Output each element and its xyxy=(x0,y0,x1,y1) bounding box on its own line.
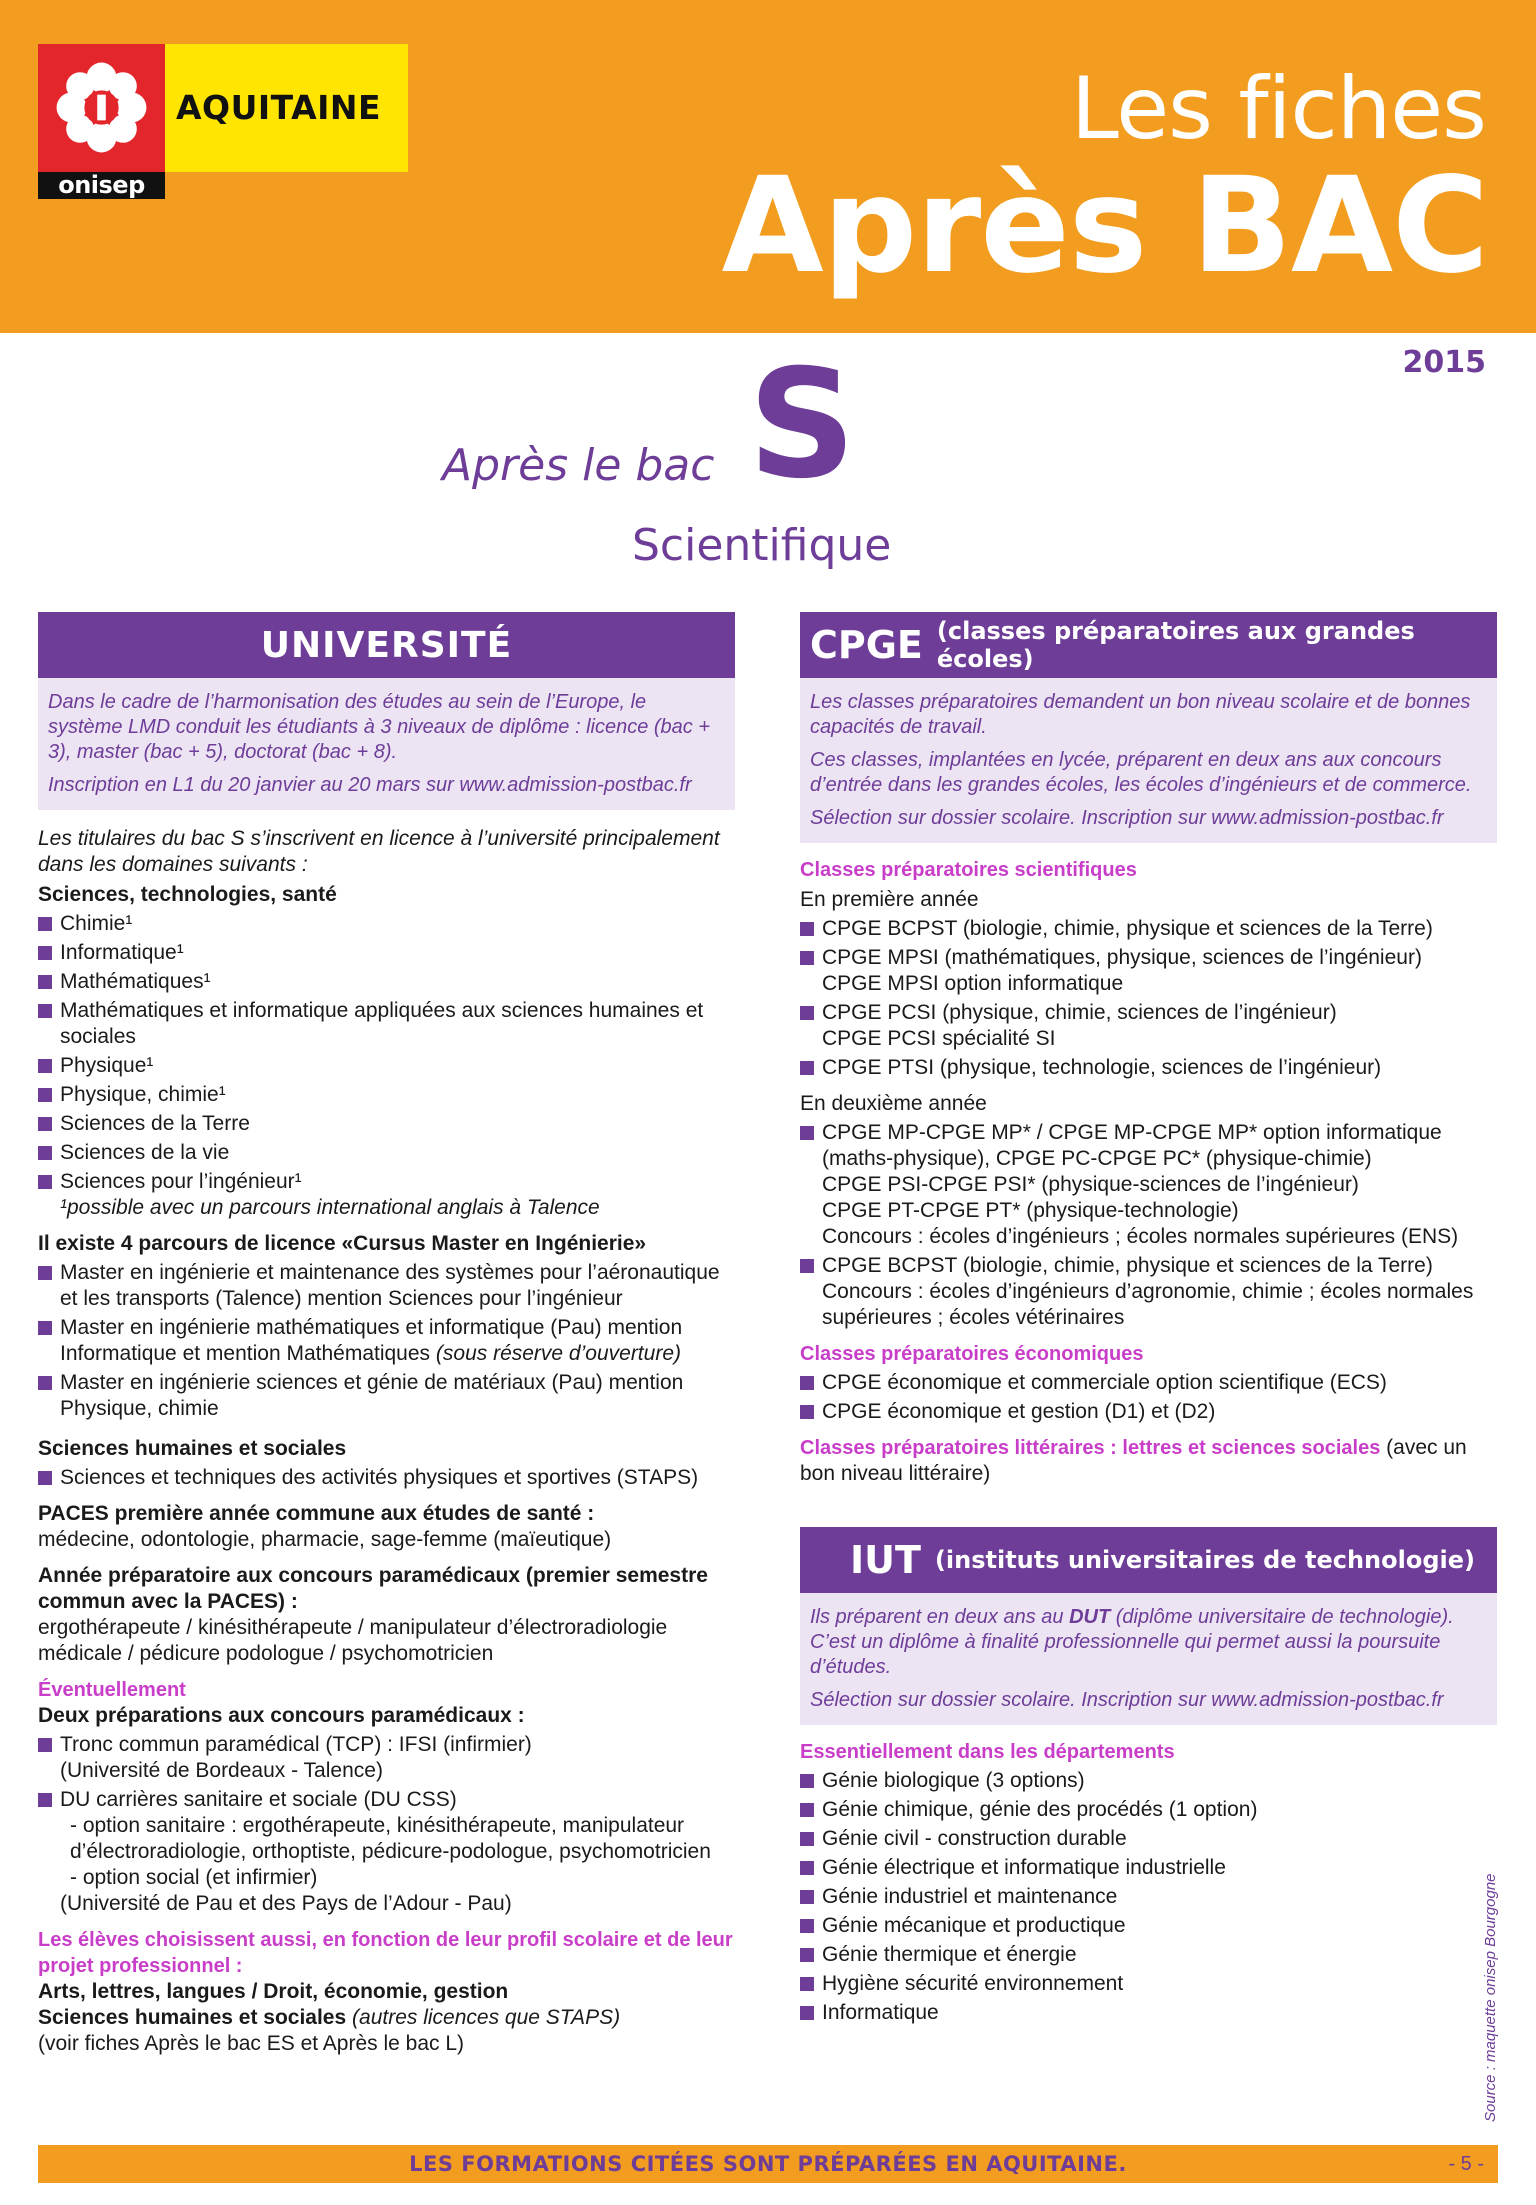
list-item: CPGE économique et gestion (D1) et (D2) xyxy=(800,1399,1497,1425)
also-line-1: Arts, lettres, langues / Droit, économie, gestion xyxy=(38,1980,509,2003)
paces-heading: PACES première année commune aux études de santé : xyxy=(38,1502,595,1525)
region-name: AQUITAINE xyxy=(176,88,382,127)
intro-text: Les classes préparatoires demandent un bon niveau scolaire et de bonnes capacités de travail. xyxy=(810,691,1471,738)
onisep-logo[interactable] xyxy=(38,44,165,172)
lit-heading: Classes préparatoires littéraires : lettres et sciences sociales xyxy=(800,1437,1381,1459)
intro-text: Ces classes, implantées en lycée, préparent en deux ans aux concours d’entrée dans les grandes écoles, les écoles d’ingénieurs et de commerce. xyxy=(810,749,1472,796)
universite-heading xyxy=(38,612,735,678)
list-item: Génie biologique (3 options) xyxy=(800,1768,1497,1794)
prep-text: ergothérapeute / kinésithérapeute / manipulateur d’électroradiologie médicale / pédicure podologue / psychomotricien xyxy=(38,1616,668,1665)
series-title: Les fiches xyxy=(1070,59,1486,159)
lead-text: Les titulaires du bac S s’inscrivent en licence à l’université principalement dans les domaines suivants : xyxy=(38,827,720,876)
list-item: Génie civil - construction durable xyxy=(800,1826,1497,1852)
list-item xyxy=(38,1315,735,1367)
cmi-heading: Il existe 4 parcours de licence «Cursus Master en Ingénierie» xyxy=(38,1232,647,1255)
universite-column xyxy=(38,612,735,2057)
list-item: Génie chimique, génie des procédés (1 option) xyxy=(800,1797,1497,1823)
iut-subtitle: (instituts universitaires de technologie) xyxy=(934,1546,1475,1574)
list-item: Informatique¹ xyxy=(38,940,735,966)
also-line-3: (voir fiches Après le bac ES et Après le bac L) xyxy=(38,2032,465,2055)
list-item: Hygiène sécurité environnement xyxy=(800,1971,1497,1997)
list-item: Informatique xyxy=(800,2000,1497,2026)
header-band xyxy=(0,0,1536,333)
sts-heading: Sciences, technologies, santé xyxy=(38,883,337,906)
eco-heading: Classes préparatoires économiques xyxy=(800,1343,1144,1365)
psi-line: CPGE PSI-CPGE PSI* (physique-sciences de l’ingénieur) xyxy=(822,1173,1359,1196)
du-option-social: - option social (et infirmier) xyxy=(70,1866,318,1889)
list-item: Sciences pour l’ingénieur¹ xyxy=(38,1169,735,1195)
cpge-body xyxy=(800,857,1497,1487)
bac-letter: S xyxy=(748,338,857,512)
paces-text: médecine, odontologie, pharmacie, sage-femme (maïeutique) xyxy=(38,1528,612,1551)
pt-line: CPGE PT-CPGE PT* (physique-technologie) xyxy=(822,1199,1239,1222)
list-item: Sciences de la Terre xyxy=(38,1111,735,1137)
intro-post: (diplôme universitaire de technologie). C’est un diplôme à finalité professionnelle qui permet aussi la poursuite d’études. xyxy=(810,1606,1454,1678)
universite-body xyxy=(38,826,735,2057)
dept-heading: Essentiellement dans les départements xyxy=(800,1741,1175,1763)
list-item: Master en ingénierie et maintenance des systèmes pour l’aéronautique et les transports (Talence) mention Sciences pour l’ingénieur xyxy=(38,1260,735,1312)
footer-band xyxy=(38,2145,1498,2183)
cpge-intro xyxy=(800,678,1497,843)
intro-inscription: Inscription en L1 du 20 janvier au 20 mars sur www.admission-postbac.fr xyxy=(48,774,692,796)
footnote: ¹possible avec un parcours international anglais à Talence xyxy=(60,1196,600,1219)
also-line-2 xyxy=(38,2005,735,2031)
page-number: - 5 - xyxy=(1448,2152,1484,2175)
bac-prefix: Après le bac xyxy=(442,440,715,491)
also-line-2-italic: (autres licences que STAPS) xyxy=(352,2006,621,2029)
cpge-iut-column xyxy=(800,612,1497,2026)
list-item: Sciences de la vie xyxy=(38,1140,735,1166)
also-heading: Les élèves choisissent aussi, en fonction de leur profil scolaire et de leur projet professionnel : xyxy=(38,1929,733,1977)
list-item-text: Master en ingénierie mathématiques et informatique (Pau) mention Informatique et mention Mathématiques xyxy=(60,1316,683,1365)
concours-line: Concours : écoles d’ingénieurs ; écoles normales supérieures (ENS) xyxy=(822,1225,1459,1248)
year2-heading: En deuxième année xyxy=(800,1092,987,1115)
brand-title: Après BAC xyxy=(721,149,1488,303)
event-subheading: Deux préparations aux concours paramédicaux : xyxy=(38,1704,525,1727)
year-label: 2015 xyxy=(1402,345,1486,380)
list-item: Mathématiques¹ xyxy=(38,969,735,995)
lit-text: (avec un bon niveau littéraire) xyxy=(800,1436,1467,1485)
intro-text: Dans le cadre de l’harmonisation des études au sein de l’Europe, le système LMD conduit les étudiants à 3 niveaux de diplôme : licence (bac + 3), master (bac + 5), doctorat (bac + 8). xyxy=(48,691,711,763)
year1-heading: En première année xyxy=(800,888,979,911)
shs-heading: Sciences humaines et sociales xyxy=(38,1437,347,1460)
org-name: onisep xyxy=(38,172,165,199)
intro-inscription: Sélection sur dossier scolaire. Inscription sur www.admission-postbac.fr xyxy=(810,1689,1444,1711)
iut-body xyxy=(800,1739,1497,2026)
universite-title: UNIVERSITÉ xyxy=(260,624,513,666)
concours-line: Concours : écoles d’ingénieurs d’agronomie, chimie ; écoles normales supérieures ; écoles vétérinaires xyxy=(822,1280,1474,1329)
list-item: CPGE MP-CPGE MP* / CPGE MP-CPGE MP* option informatique (maths-physique), CPGE PC-CPGE PC* (physique-chimie) xyxy=(800,1120,1497,1172)
footer-text: LES FORMATIONS CITÉES SONT PRÉPARÉES EN AQUITAINE. xyxy=(409,2152,1127,2176)
iut-intro xyxy=(800,1593,1497,1725)
list-item: Génie industriel et maintenance xyxy=(800,1884,1497,1910)
cpge-heading xyxy=(800,612,1497,678)
universite-intro xyxy=(38,678,735,810)
list-item: CPGE PCSI (physique, chimie, sciences de l’ingénieur) xyxy=(800,1000,1497,1026)
sci-heading: Classes préparatoires scientifiques xyxy=(800,859,1137,881)
intro-dut: DUT xyxy=(1069,1606,1111,1628)
cpge-title: CPGE xyxy=(810,623,923,667)
iut-section xyxy=(800,1527,1497,2026)
du-place: (Université de Pau et des Pays de l’Adour - Pau) xyxy=(60,1892,512,1915)
list-item: CPGE BCPST (biologie, chimie, physique et sciences de la Terre) xyxy=(800,1253,1497,1279)
list-item: Chimie¹ xyxy=(38,911,735,937)
intro-inscription: Sélection sur dossier scolaire. Inscription sur www.admission-postbac.fr xyxy=(810,807,1444,829)
tcp-place: (Université de Bordeaux - Talence) xyxy=(60,1759,383,1782)
list-item: DU carrières sanitaire et sociale (DU CSS) xyxy=(38,1787,735,1813)
list-item: Sciences et techniques des activités physiques et sportives (STAPS) xyxy=(38,1465,735,1491)
mpsi-option: CPGE MPSI option informatique xyxy=(822,972,1124,995)
cpge-subtitle: (classes préparatoires aux grandes écoles) xyxy=(936,617,1415,673)
pcsi-option: CPGE PCSI spécialité SI xyxy=(822,1027,1056,1050)
list-item: CPGE PTSI (physique, technologie, sciences de l’ingénieur) xyxy=(800,1055,1497,1081)
lit-line xyxy=(800,1435,1497,1487)
du-option-sanitaire: - option sanitaire : ergothérapeute, kinésithérapeute, manipulateur d’électroradiologie, orthoptiste, pédicure-podologue, psychomotricien xyxy=(70,1814,711,1863)
list-item: CPGE BCPST (biologie, chimie, physique et sciences de la Terre) xyxy=(800,916,1497,942)
list-item: CPGE MPSI (mathématiques, physique, sciences de l’ingénieur) xyxy=(800,945,1497,971)
reserve-note: (sous réserve d’ouverture) xyxy=(435,1342,681,1365)
iut-title: IUT xyxy=(850,1538,921,1582)
list-item: Génie mécanique et productique xyxy=(800,1913,1497,1939)
source-credit: Source : maquette onisep Bourgogne xyxy=(1482,1873,1499,2122)
list-item: CPGE économique et commerciale option scientifique (ECS) xyxy=(800,1370,1497,1396)
eventuellement-heading: Éventuellement xyxy=(38,1679,186,1701)
list-item: Génie thermique et énergie xyxy=(800,1942,1497,1968)
list-item: Master en ingénierie sciences et génie de matériaux (Pau) mention Physique, chimie xyxy=(38,1370,735,1422)
list-item: Physique¹ xyxy=(38,1053,735,1079)
bac-name: Scientifique xyxy=(632,520,892,571)
list-item: Physique, chimie¹ xyxy=(38,1082,735,1108)
prep-heading: Année préparatoire aux concours paramédicaux (premier semestre commun avec la PACES) : xyxy=(38,1564,708,1613)
flower-icon xyxy=(48,54,155,161)
also-line-2-bold: Sciences humaines et sociales xyxy=(38,2006,347,2029)
list-item: Tronc commun paramédical (TCP) : IFSI (infirmier) xyxy=(38,1732,735,1758)
iut-intro-text xyxy=(810,1605,1487,1680)
list-item: Mathématiques et informatique appliquées aux sciences humaines et sociales xyxy=(38,998,735,1050)
intro-pre: Ils préparent en deux ans au xyxy=(810,1606,1064,1628)
list-item: Génie électrique et informatique industrielle xyxy=(800,1855,1497,1881)
iut-heading xyxy=(800,1527,1497,1593)
